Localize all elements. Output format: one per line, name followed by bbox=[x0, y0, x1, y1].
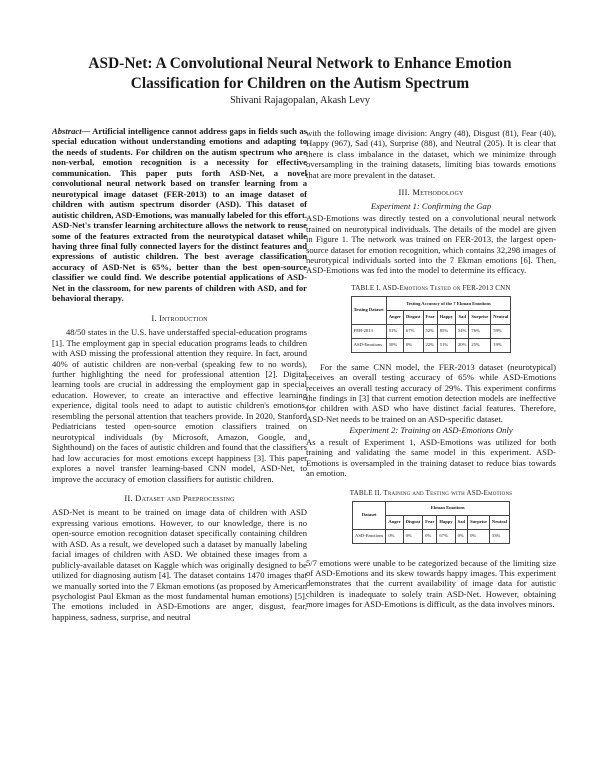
dataset-paragraph: ASD-Net is meant to be trained on image data of children with ASD expressing various emotions. However, to our knowledge, there is no open-source emotion recognition dataset specifically containing children with ASD. As a result, we developed such a dataset by manually labeling facial images of children with ASD. We obtained these images from a publicly-available dataset on Kaggle which was originally designed to be utilized for diagnosing autism [4]. The dataset contains 1470 images that we manually sorted into the 7 Ekman emotions (as proposed by American psychologist Paul Ekman as the most fundamental human emotions) [5]. The emotions included in ASD-Emotions are anger, disgust, fear, happiness, sadness, surprise, and neutral bbox=[52, 507, 307, 622]
introduction-paragraph: 48/50 states in the U.S. have understaffed special-education programs [1]. The employment gap in special education programs leads to children with ASD missing the professional attention they require. In fact, around 40% of autistic children are non-verbal (speaking few to no words), further highlighting the need for professional attention [2]. Digital learning tools are crucial in addressing the employment gap in special education. However, to create an interactive and effective learning experience, digital tools need to adapt to autistic children's emotions, resembling the personal attention that teachers provide. In 2020, Stanford Pediatricians tested open-source emotion classifiers trained on neurotypical individuals (by Microsoft, Amazon, Google, and Sighthound) on the faces of autistic children and found that the classifiers had low accuracies for most emotions except happiness [3]. This paper explores a novel transfer learning-based CNN model, ASD-Net, to improve the accuracy of emotion classifiers for autistic children. bbox=[52, 327, 307, 484]
table-cell: 25% bbox=[469, 338, 491, 352]
table-cell: 0% bbox=[386, 529, 403, 543]
table-header-cell: Sad bbox=[456, 311, 469, 325]
table-1 bbox=[351, 296, 512, 352]
table-cell: 0% bbox=[403, 338, 423, 352]
table-cell: 0% bbox=[423, 529, 437, 543]
right-column bbox=[306, 128, 556, 610]
table-2 bbox=[352, 501, 510, 543]
table-row bbox=[351, 325, 511, 339]
table-header-cell: Neutral bbox=[489, 515, 509, 529]
table-cell: 54% bbox=[456, 325, 469, 339]
table-2-caption: TABLE II. Training and Testing with ASD-Emotions bbox=[349, 488, 513, 497]
table-header-cell: Anger bbox=[386, 515, 403, 529]
table-cell: 76% bbox=[469, 325, 491, 339]
dataset-paragraph-continued: with the following image division: Angry (48), Disgust (81), Fear (40), Happy (967), Sad (41), Surprise (88), and Neutral (205). It is clear that there is class imbalance in the dataset, which we minimize through oversampling in the training datasets, limiting bias towards emotions that are more prevalent in the dataset. bbox=[306, 128, 556, 180]
table-cell: 50% bbox=[386, 338, 403, 352]
table-cell: 51% bbox=[437, 338, 455, 352]
section-heading-methodology: III. Methodology bbox=[398, 187, 464, 198]
table-row-label: ASD-Emotions bbox=[351, 338, 386, 352]
table-cell: 59% bbox=[491, 325, 511, 339]
experiment-1-results-paragraph: For the same CNN model, the FER-2013 dataset (neurotypical) receives an overall testing accuracy of 65% while ASD-Emotions receives an overall testing accuracy of 29%. This experiment confirms the findings in [3] that current emotion detection models are ineffective for children with ASD who have distinct facial features. Therefore, ASD-Net needs to be trained on an ASD-specific dataset. bbox=[306, 361, 556, 424]
paper-title bbox=[40, 54, 560, 94]
title-line-1: ASD-Net: A Convolutional Neural Network to Enhance Emotion bbox=[88, 55, 512, 72]
table-cell: 85% bbox=[437, 325, 455, 339]
experiment-2-paragraph: As a result of Experiment 1, ASD-Emotions was utilized for both training and validating the same model in this experiment. ASD-Emotions is oversampled in the training dataset to reduce bias towards an emotion. bbox=[306, 436, 556, 479]
table-header-cell: Disgust bbox=[403, 515, 423, 529]
table-cell: 67% bbox=[437, 529, 455, 543]
table-cell: 0% bbox=[468, 529, 490, 543]
table-cell: 20% bbox=[456, 338, 469, 352]
abstract-label: Abstract bbox=[52, 126, 82, 136]
table-cell: 51% bbox=[386, 325, 403, 339]
table-header-cell: Anger bbox=[386, 311, 403, 325]
experiment-1-paragraph: ASD-Emotions was directly tested on a convolutional neural network trained on neurotypical individuals. The details of the model are given in Figure 1. The network was trained on FER-2013, the largest open-source dataset for emotion recognition, which contains 32,298 images of neurotypical individuals sorted into the 7 Ekman emotions [6]. Then, ASD-Emotions was fed into the model to determine its efficacy. bbox=[306, 213, 556, 276]
table-cell: 0% bbox=[403, 529, 423, 543]
table-row bbox=[351, 338, 511, 352]
title-line-2: Classification for Children on the Autism Spectrum bbox=[130, 75, 470, 92]
table-header-cell: Happy bbox=[437, 311, 455, 325]
table-header-cell: Happy bbox=[437, 515, 455, 529]
table-2-row-header: Dataset bbox=[353, 502, 386, 530]
table-row-label: ASD-Emotions bbox=[353, 529, 386, 543]
table-cell: 33% bbox=[489, 529, 509, 543]
section-heading-dataset: II. Dataset and Preprocessing bbox=[124, 492, 235, 503]
table-cell: 19% bbox=[491, 338, 511, 352]
experiment-1-heading: Experiment 1: Confirming the Gap bbox=[370, 200, 492, 211]
table-1-row-header: Testing Dataset bbox=[351, 297, 386, 325]
table-header-cell: Fear bbox=[423, 515, 437, 529]
table-row bbox=[353, 529, 510, 543]
section-heading-introduction: I. Introduction bbox=[151, 312, 208, 323]
table-header-cell: Surprise bbox=[469, 311, 491, 325]
experiment-2-results-paragraph: 5/7 emotions were unable to be categorized because of the limiting size of ASD-Emotions and its skew towards happy images. This experiment demonstrates that the current availability of image data for autistic children is inadequate to solely train ASD-Net. However, obtaining more images for ASD-Emotions is difficult, as the data involves minors. bbox=[306, 557, 556, 610]
table-header-cell: Surprise bbox=[468, 515, 490, 529]
abstract bbox=[52, 126, 307, 304]
table-2-group-header: Ekman Emotions bbox=[386, 502, 510, 516]
table-1-caption: TABLE I. ASD-Emotions Tested on FER-2013 CNN bbox=[351, 283, 511, 292]
table-header-cell: Neutral bbox=[491, 311, 511, 325]
table-header-cell: Disgust bbox=[403, 311, 423, 325]
table-cell: 0% bbox=[455, 529, 467, 543]
table-cell: 22% bbox=[423, 338, 437, 352]
table-cell: 52% bbox=[423, 325, 437, 339]
table-cell: 67% bbox=[403, 325, 423, 339]
experiment-2-heading: Experiment 2: Training on ASD-Emotions Only bbox=[349, 425, 513, 436]
abstract-body: — Artificial intelligence cannot address gaps in fields such as special education without understanding emotions and adapting to the needs of students. For children on the autism spectrum who are non-verbal, emotion recognition is a necessity for effective communication. This paper puts forth ASD-Net, a novel convolutional neural network based on transfer learning from a neurotypical image dataset (FER-2013) to an image dataset of children with autism spectrum disorder (ASD). This dataset of autistic children, ASD-Emotions, was manually labeled for this effort. ASD-Net's transfer learning architecture allows the network to reuse some of the features extracted from the neurotypical dataset while having three final fully connected layers for the distinct features and expressions of autistic children. The best average classification accuracy of ASD-Net is 65%, better than the best open-source classifier we could find. We describe potential applications of ASD-Net in the classroom, for new parents of children with ASD, and for behavioral therapy. bbox=[52, 126, 307, 304]
author-list: Shivani Rajagopalan, Akash Levy bbox=[229, 95, 371, 106]
table-row-label: FER-2013 bbox=[351, 325, 386, 339]
left-column bbox=[52, 126, 307, 622]
table-1-group-header: Testing Accuracy of the 7 Ekman Emotions bbox=[386, 297, 511, 311]
table-header-cell: Fear bbox=[423, 311, 437, 325]
table-header-cell: Sad bbox=[455, 515, 467, 529]
